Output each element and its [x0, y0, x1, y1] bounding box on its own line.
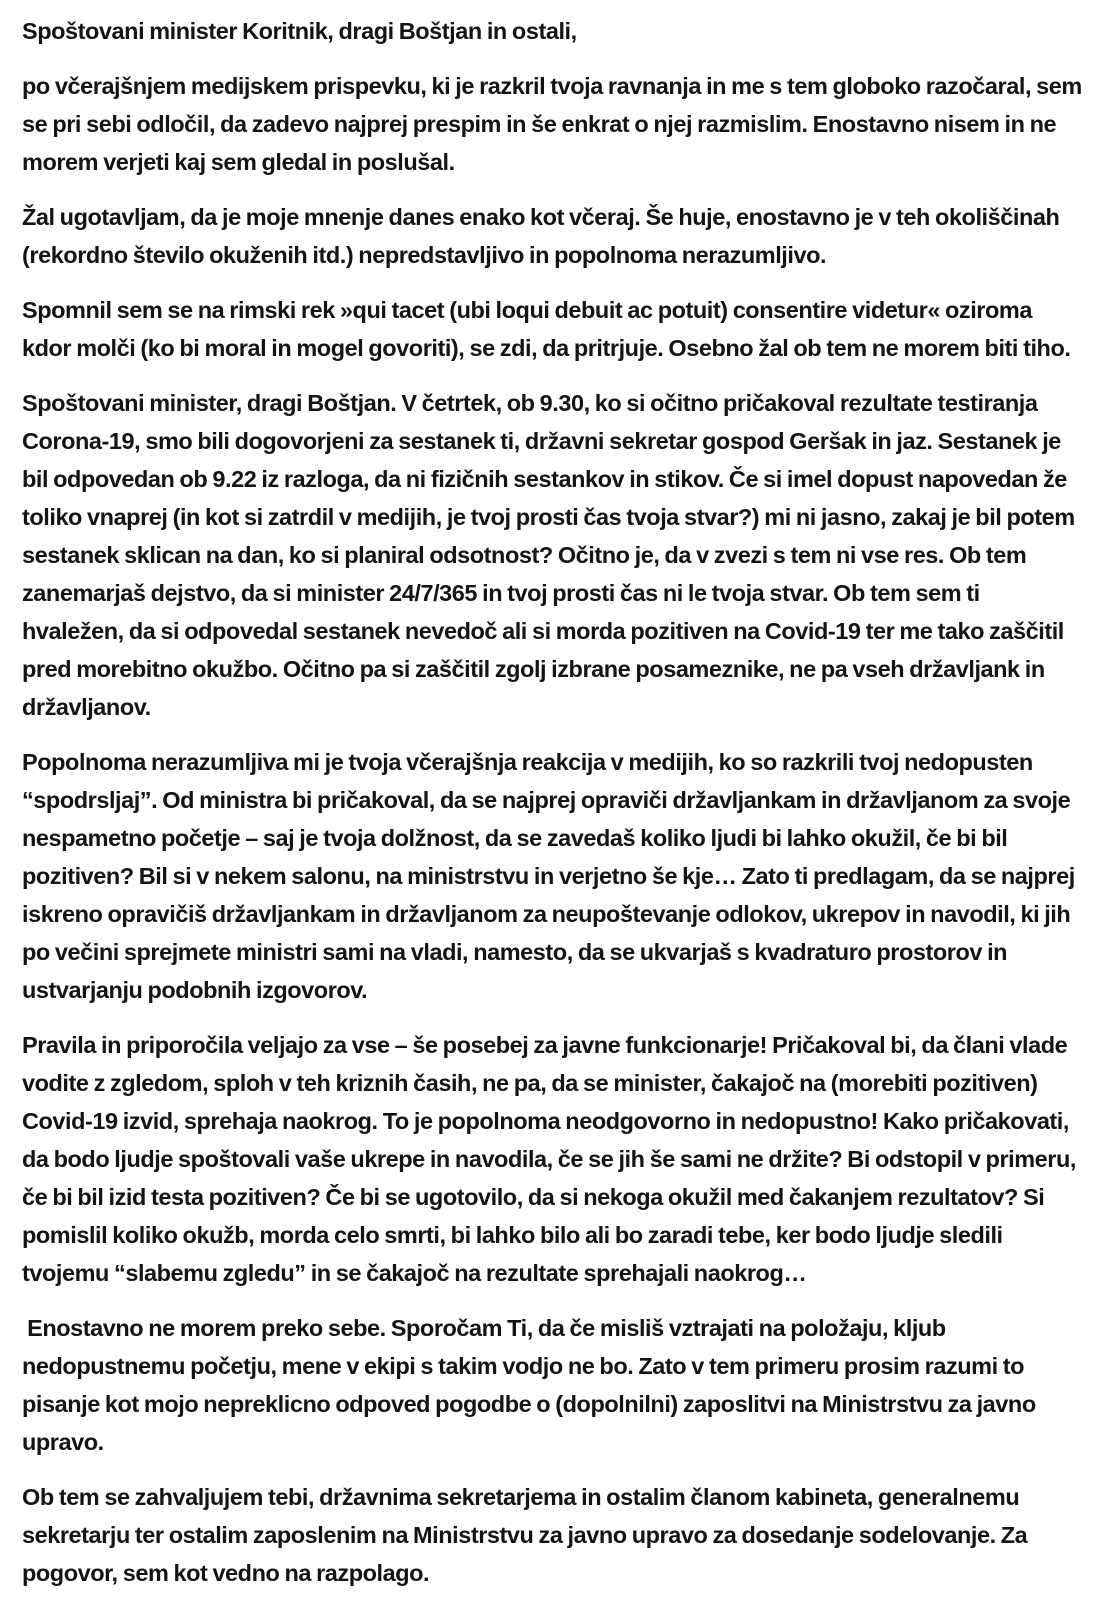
paragraph: po včerajšnjem medijskem prispevku, ki je razkril tvoja ravnanja in me s tem globoko razočaral, sem se pri sebi odločil, da zadevo najprej prespim in še enkrat o njej razmislim. Enostavno nisem in ne morem verjeti kaj sem gledal in poslušal.	[22, 73, 1087, 175]
paragraph: Spomnil sem se na rimski rek »qui tacet (ubi loqui debuit ac potuit) consentire videtur« oziroma kdor molči (ko bi moral in mogel govoriti), se zdi, da pritrjuje. Osebno žal ob tem ne morem biti tiho.	[22, 297, 1071, 361]
paragraph: Pravila in priporočila veljajo za vse – še posebej za javne funkcionarje! Pričakoval bi, da člani vlade vodite z zgledom, sploh v teh kriznih časih, ne pa, da se minister, čakajoč na (morebiti pozitiven) Covid-19 izvid, sprehaja naokrog. To je popolnoma neodgovorno in nedopustno! Kako pričakovati, da bodo ljudje spoštovali vaše ukrepe in navodila, če se jih še sami ne držite? Bi odstopil v primeru, če bi bil izid testa pozitiven? Če bi se ugotovilo, da si nekoga okužil med čakanjem rezultatov? Si pomislil koliko okužb, morda celo smrti, bi lahko bilo ali bo zaradi tebe, ker bodo ljudje sledili tvojemu “slabemu zgledu” in se čakajoč na rezultate sprehajali naokrog…	[22, 1032, 1082, 1286]
paragraph: Spoštovani minister, dragi Boštjan. V četrtek, ob 9.30, ko si očitno pričakoval rezultate testiranja Corona-19, smo bili dogovorjeni za sestanek ti, državni sekretar gospod Geršak in jaz. Sestanek je bil odpovedan ob 9.22 iz razloga, da ni fizičnih sestankov in stikov. Če si imel dopust napovedan že toliko vnaprej (in kot si zatrdil v medijih, je tvoj prosti čas tvoja stvar?) mi ni jasno, zakaj je bil potem sestanek sklican na dan, ko si planiral odsotnost? Očitno je, da v zvezi s tem ni vse res. Ob tem zanemarjaš dejstvo, da si minister 24/7/365 in tvoj prosti čas ni le tvoja stvar. Ob tem sem ti hvaležen, da si odpovedal sestanek nevedoč ali si morda pozitiven na Covid-19 ter me tako zaščitil pred morebitno okužbo. Očitno pa si zaščitil zgolj izbrane posameznike, ne pa vseh državljank in državljanov.	[22, 390, 1080, 720]
paragraph: Žal ugotavljam, da je moje mnenje danes enako kot včeraj. Še huje, enostavno je v teh okoliščinah (rekordno število okuženih itd.) nepredstavljivo in popolnoma nerazumljivo.	[22, 204, 1065, 268]
paragraph: Ob tem se zahvaljujem tebi, državnima sekretarjema in ostalim članom kabineta, generalnemu sekretarju ter ostalim zaposlenim na Ministrstvu za javno upravo za dosedanje sodelovanje. Za pogovor, sem kot vedno na razpolago.	[22, 1484, 1033, 1586]
salutation: Spoštovani minister Koritnik, dragi Boštjan in ostali,	[22, 18, 577, 44]
paragraph: Enostavno ne morem preko sebe. Sporočam Ti, da če misliš vztrajati na položaju, kljub nedopustnemu početju, mene v ekipi s takim vodjo ne bo. Zato v tem primeru prosim razumi to pisanje kot mojo nepreklicno odpoved pogodbe o (dopolnilni) zaposlitvi na Ministrstvu za javno upravo.	[22, 1315, 1041, 1455]
paragraph: Popolnoma nerazumljiva mi je tvoja včerajšnja reakcija v medijih, ko so razkrili tvoj nedopusten “spodrsljaj”. Od ministra bi pričakoval, da se najprej opraviči državljankam in državljanom za svoje nespametno početje – saj je tvoja dolžnost, da se zavedaš koliko ljudi bi lahko okužil, če bi bil pozitiven? Bil si v nekem salonu, na ministrstvu in verjetno še kje… Zato ti predlagam, da se najprej iskreno opravičiš državljankam in državljanom za neupoštevanje odlokov, ukrepov in navodil, ki jih po večini sprejmete ministri sami na vladi, namesto, da se ukvarjaš s kvadraturo prostorov in ustvarjanju podobnih izgovorov.	[22, 749, 1080, 1003]
